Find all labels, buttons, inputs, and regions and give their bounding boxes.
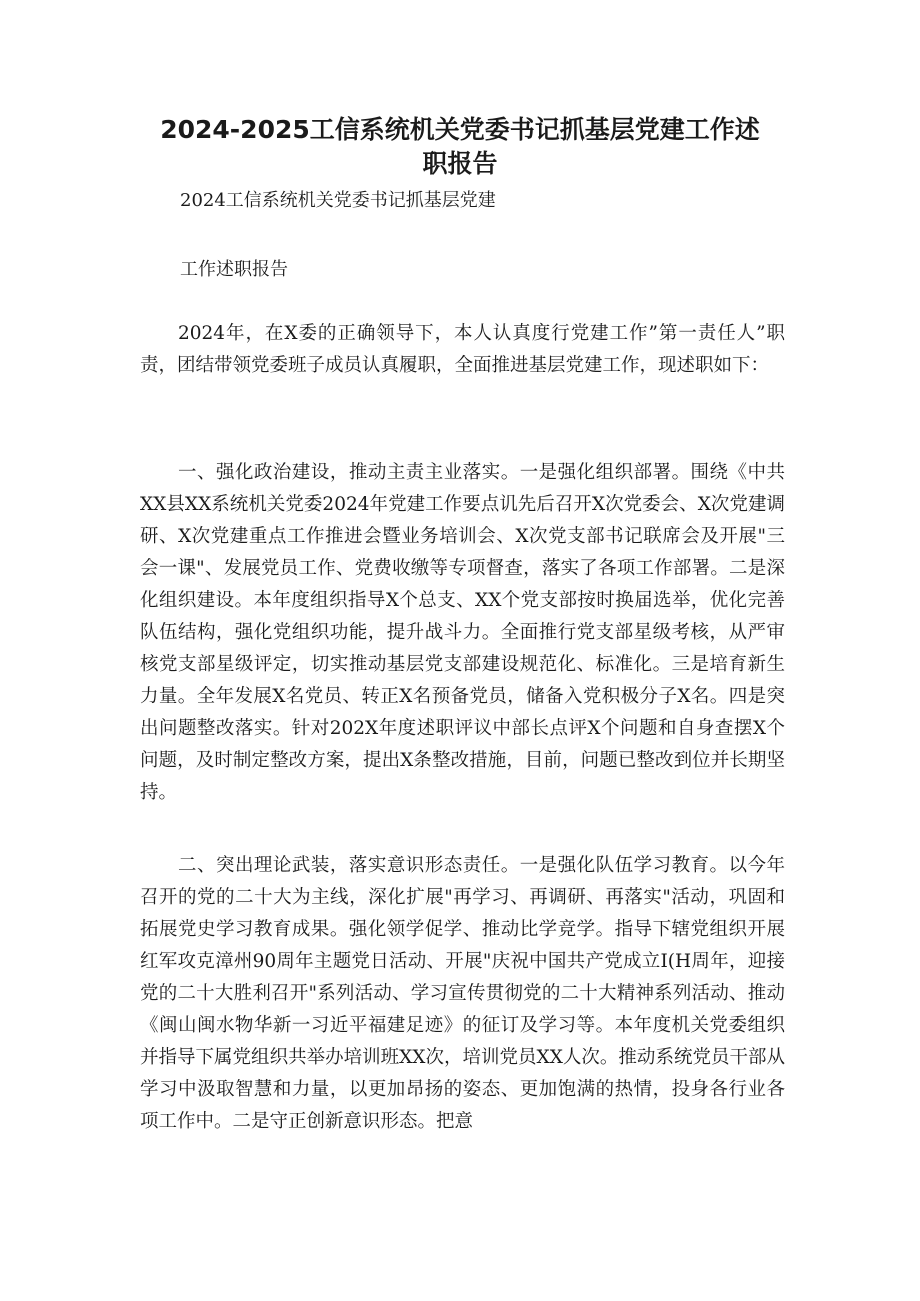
document-title-line-2: 职报告 [422,149,498,178]
document-subtitle-line-2: 工作述职报告 [180,259,288,280]
paragraph-intro: 2024年，在X委的正确领导下，本人认真度行党建工作”第一责任人”职责，团结带领党委班子成员认真履职，全面推进基层党建工作，现述职如下： [140,323,785,376]
paragraph-section-1: 一、强化政治建设，推动主责主业落实。一是强化组织部署。围绕《中共XX县XX系统机关党委2024年党建工作要点讥先后召开X次党委会、X次党建调研、X次党建重点工作推进会暨业务培训会、X次党支部书记联席会及开展"三会一课"、发展党员工作、党费收缴等专项督查，落实了各项工作部署。二是深化组织建设。本年度组织指导X个总支、XX个党支部按时换届选举，优化完善队伍结构，强化党组织功能，提升战斗力。全面推行党支部星级考核，从严审核党支部星级评定，切实推动基层党支部建设规范化、标准化。三是培育新生力量。全年发展X名党员、转正X名预备党员，储备入党积极分子X名。四是突出问题整改落实。针对202X年度述职评议中部长点评X个问题和自身查摆X个问题，及时制定整改方案，提出X条整改措施，目前，问题已整改到位并长期坚持。 [140,462,785,803]
document-subtitle-line-1: 2024工信系统机关党委书记抓基层党建 [180,190,496,211]
paragraph-section-2: 二、突出理论武装，落实意识形态责任。一是强化队伍学习教育。以今年召开的党的二十大为主线，深化扩展"再学习、再调研、再落实"活动，巩固和拓展党史学习教育成果。强化领学促学、推动比学竞学。指导下辖党组织开展红军攻克漳州90周年主题党日活动、开展"庆祝中国共产党成立I(H周年，迎接党的二十大胜利召开"系列活动、学习宣传贯彻党的二十大精神系列活动、推动《闽山闽水物华新一习近平福建足迹》的征订及学习等。本年度机关党委组织并指导下属党组织共举办培训班XX次，培训党员XX人次。推动系统党员干部从学习中汲取智慧和力量，以更加昂扬的姿态、更加饱满的热情，投身各行业各项工作中。二是守正创新意识形态。把意 [140,855,785,1132]
document-title-line-1: 2024-2025工信系统机关党委书记抓基层党建工作述 [160,115,760,144]
